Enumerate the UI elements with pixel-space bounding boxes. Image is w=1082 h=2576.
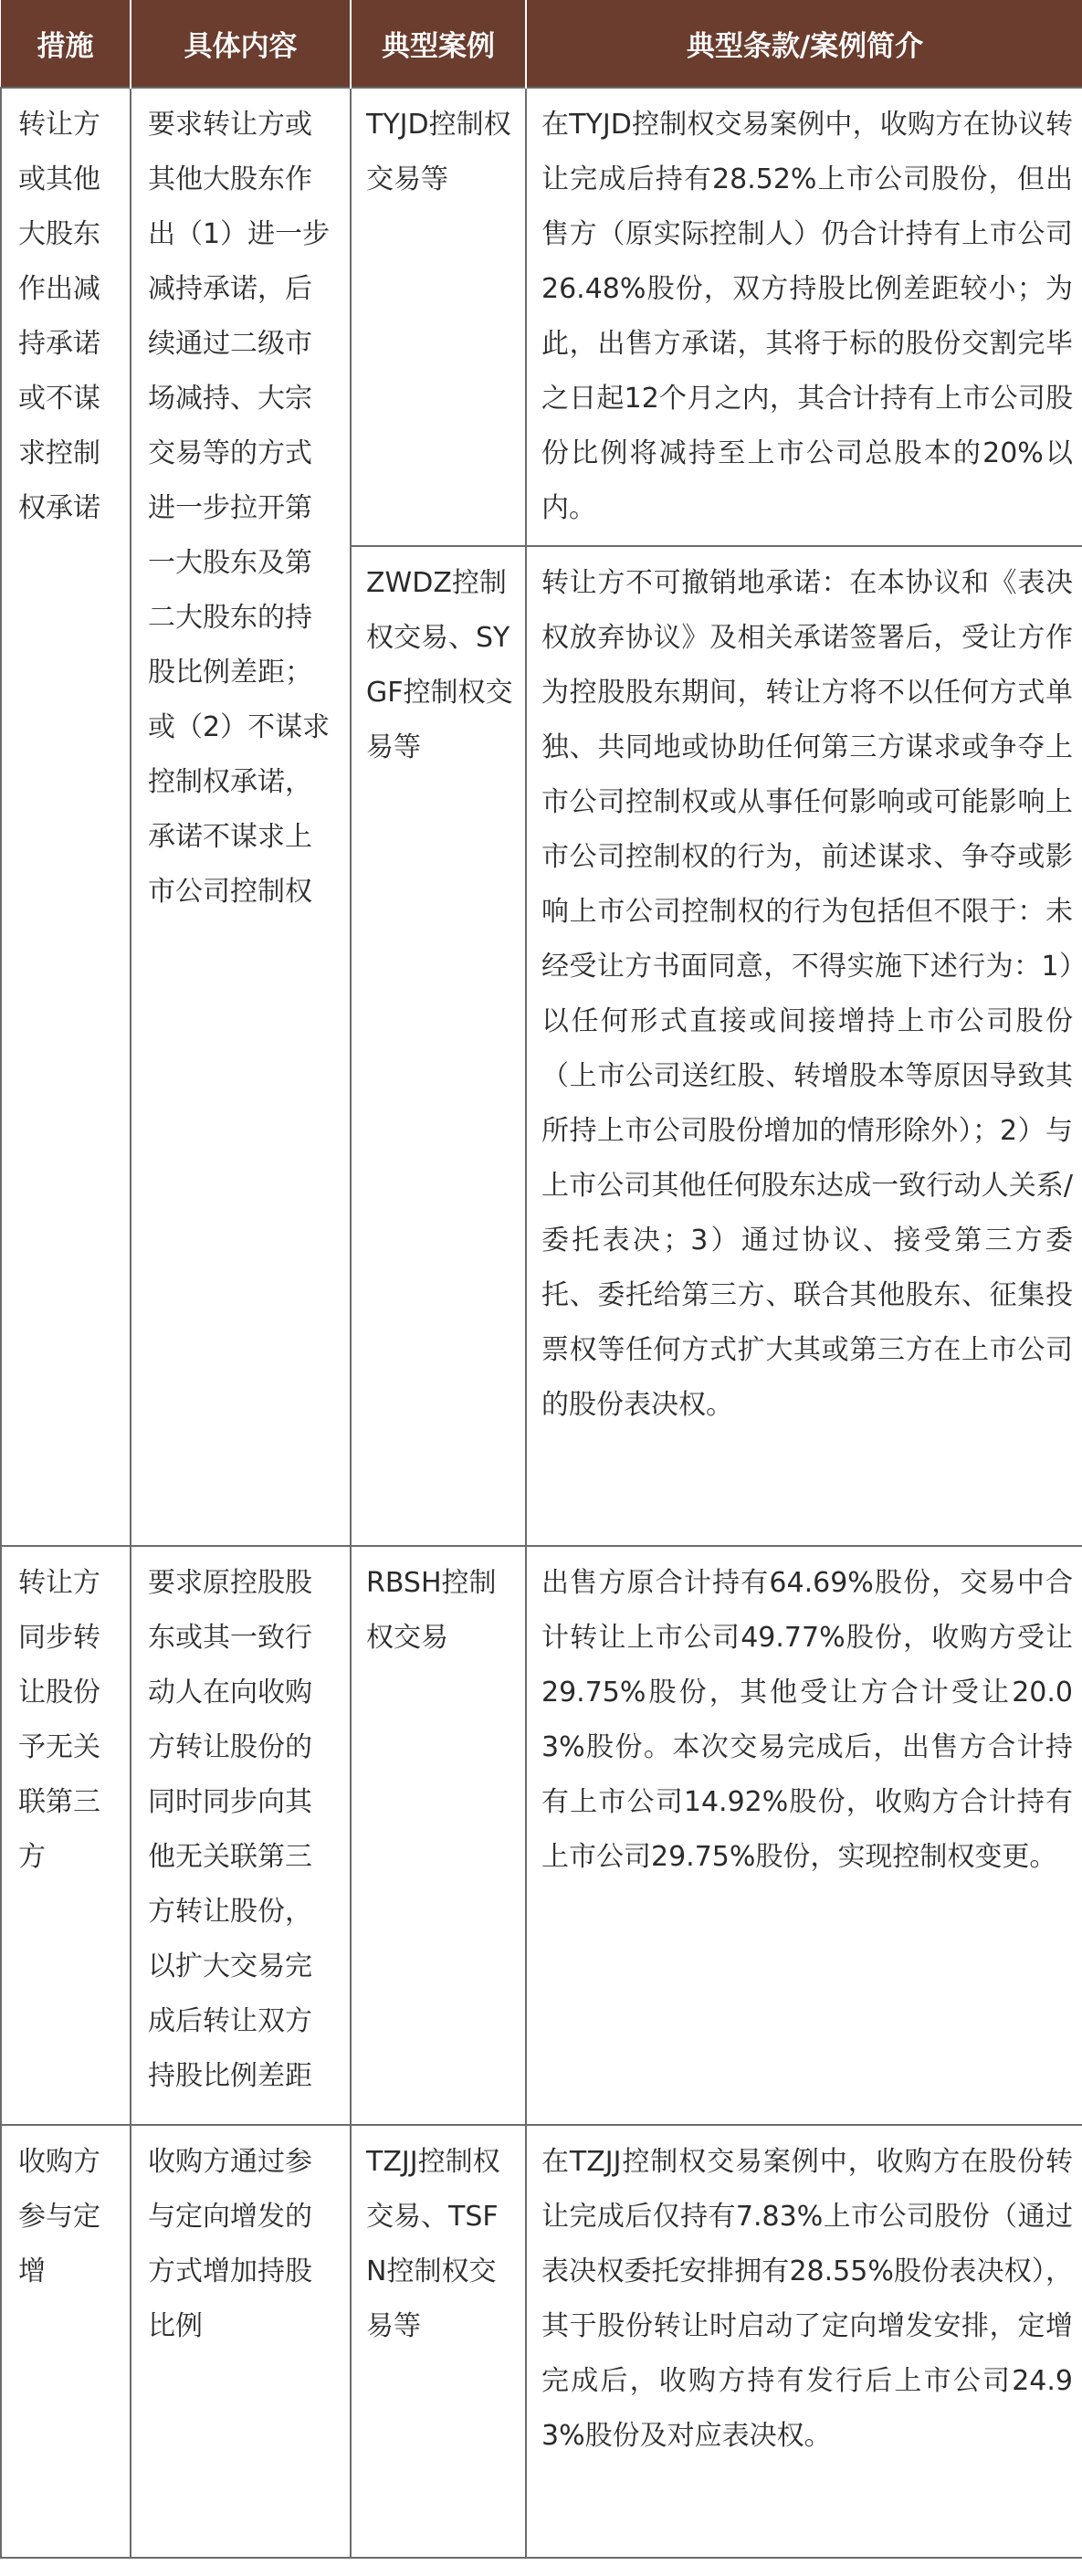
desc-cell: 转让方不可撤销地承诺：在本协议和《表决权放弃协议》及相关承诺签署后，受让方作为控股股东期间，转让方将不以任何方式单独、共同地或协助任何第三方谋求或争夺上市公司控制权或从事任何影响或可能影响上市公司控制权的行为，前述谋求、争夺或影响上市公司控制权的行为包括但不限于：未经受让方书面同意，不得实施下述行为：1）以任何形式直接或间接增持上市公司股份（上市公司送红股、转增股本等原因导致其所持上市公司股份增加的情形除外）；2）与上市公司其他任何股东达成一致行动人关系/委托表决；3）通过协议、接受第三方委托、委托给第三方、联合其他股东、征集投票权等任何方式扩大其或第三方在上市公司的股份表决权。 <box>526 546 1082 1546</box>
desc-cell: 在TYJD控制权交易案例中，收购方在协议转让完成后持有28.52%上市公司股份，但出售方（原实际控制人）仍合计持有上市公司26.48%股份，双方持股比例差距较小；为此，出售方承诺，其将于标的股份交割完毕之日起12个月之内，其合计持有上市公司股份比例将减持至上市公司总股本的20%以内。 <box>526 88 1082 546</box>
header-row <box>1 0 1082 88</box>
desc-cell: 出售方原合计持有64.69%股份，交易中合计转让上市公司49.77%股份，收购方受让29.75%股份，其他受让方合计受让20.03%股份。本次交易完成后，出售方合计持有上市公司14.92%股份，收购方合计持有上市公司29.75%股份，实现控制权变更。 <box>526 1546 1082 2125</box>
case-cell: RBSH控制权交易 <box>351 1546 526 2125</box>
content-cell: 要求转让方或其他大股东作出（1）进一步减持承诺，后续通过二级市场减持、大宗交易等的方式进一步拉开第一大股东及第二大股东的持股比例差距；或（2）不谋求控制权承诺，承诺不谋求上市公司控制权 <box>131 88 351 1546</box>
desc-cell: 在TZJJ控制权交易案例中，收购方在股份转让完成后仅持有7.83%上市公司股份（通过表决权委托安排拥有28.55%股份表决权），其于股份转让时启动了定向增发安排，定增完成后，收购方持有发行后上市公司24.93%股份及对应表决权。 <box>526 2125 1082 2558</box>
content-cell: 要求原控股股东或其一致行动人在向收购方转让股份的同时同步向其他无关联第三方转让股份，以扩大交易完成后转让双方持股比例差距 <box>131 1546 351 2125</box>
measure-cell: 转让方同步转让股份予无关联第三方 <box>1 1546 131 2125</box>
table-row <box>1 1546 1082 2125</box>
table-body <box>1 88 1082 2558</box>
table-row <box>1 2125 1082 2558</box>
table-row <box>1 88 1082 546</box>
content-cell: 收购方通过参与定向增发的方式增加持股比例 <box>131 2125 351 2558</box>
case-cell: TZJJ控制权交易、TSFN控制权交易等 <box>351 2125 526 2558</box>
table-header <box>1 0 1082 88</box>
measure-cell: 收购方参与定增 <box>1 2125 131 2558</box>
case-cell: ZWDZ控制权交易、SYGF控制权交易等 <box>351 546 526 1546</box>
header-case: 典型案例 <box>351 0 526 88</box>
header-content: 具体内容 <box>131 0 351 88</box>
measure-cell: 转让方或其他大股东作出减持承诺或不谋求控制权承诺 <box>1 88 131 1546</box>
header-measure: 措施 <box>1 0 131 88</box>
header-desc: 典型条款/案例简介 <box>526 0 1082 88</box>
case-cell: TYJD控制权交易等 <box>351 88 526 546</box>
